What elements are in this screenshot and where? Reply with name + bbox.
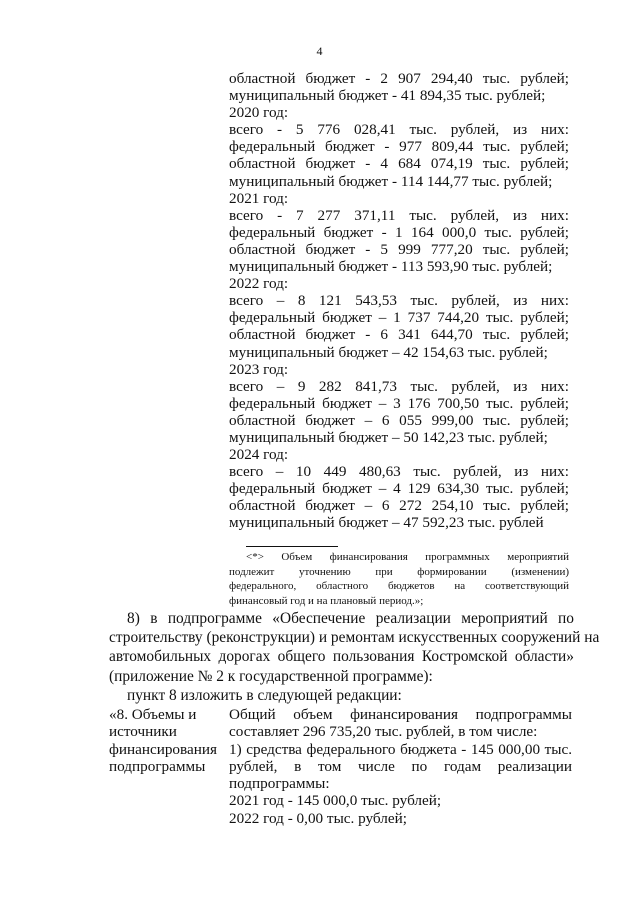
paragraph-line: строительству (реконструкции) и ремонтам искусственных сооружений на	[109, 629, 600, 647]
footnote-line: федерального, областного бюджетов на соответствующий	[229, 580, 569, 592]
paragraph-line: 8) в подпрограмме «Обеспечение реализации мероприятий по	[127, 610, 574, 627]
value-line: 2021 год - 145 000,0 тыс. рублей;	[229, 792, 442, 810]
budget-line: муниципальный бюджет - 41 894,35 тыс. рублей;	[229, 87, 546, 105]
value-line: 2022 год - 0,00 тыс. рублей;	[229, 809, 407, 827]
value-line: Общий объем финансирования подпрограммы	[229, 706, 572, 723]
budget-line: всего – 10 449 480,63 тыс. рублей, из них:	[229, 463, 569, 481]
budget-line: областной бюджет – 6 272 254,10 тыс. рублей;	[229, 497, 569, 515]
budget-line: областной бюджет - 5 999 777,20 тыс. рублей;	[229, 240, 569, 258]
budget-line: муниципальный бюджет – 42 154,63 тыс. рублей;	[229, 343, 548, 361]
paragraph-line: пункт 8 изложить в следующей редакции:	[127, 686, 402, 704]
budget-line: муниципальный бюджет – 50 142,23 тыс. рублей;	[229, 428, 548, 446]
label-line: «8. Объемы и	[109, 706, 197, 723]
value-line: составляет 296 735,20 тыс. рублей, в том числе:	[229, 723, 538, 741]
year-heading: 2023 год:	[229, 360, 289, 378]
value-line: подпрограммы:	[229, 775, 330, 793]
amendment-paragraph	[109, 609, 600, 705]
year-heading: 2021 год:	[229, 189, 289, 207]
label-line: источники	[109, 723, 177, 741]
budget-line: муниципальный бюджет – 47 592,23 тыс. рублей	[229, 514, 544, 532]
budget-line: областной бюджет - 4 684 074,19 тыс. рублей;	[229, 155, 569, 173]
budget-breakdown	[229, 70, 569, 532]
budget-line: областной бюджет – 6 055 999,00 тыс. рублей;	[229, 411, 569, 429]
budget-line: муниципальный бюджет - 114 144,77 тыс. рублей;	[229, 172, 553, 190]
budget-line: всего - 5 776 028,41 тыс. рублей, из них:	[229, 121, 569, 139]
value-line: 1) средства федерального бюджета - 145 000,00 тыс.	[229, 740, 572, 758]
label-line: подпрограммы	[109, 757, 206, 775]
paragraph-line: автомобильных дорогах общего пользования Костромской области»	[109, 648, 574, 666]
paragraph-line: (приложение № 2 к государственной программе):	[109, 667, 433, 685]
year-heading: 2022 год:	[229, 275, 289, 293]
value-line: рублей, в том числе по годам реализации	[229, 757, 572, 775]
footnote-line: финансовый год и на плановый период.»;	[229, 594, 424, 607]
year-heading: 2020 год:	[229, 104, 289, 122]
budget-line: федеральный бюджет – 1 737 744,20 тыс. рублей;	[229, 309, 569, 327]
year-heading: 2024 год:	[229, 446, 289, 464]
footnote-line: подлежит уточнению при формировании (изменении)	[229, 565, 569, 578]
budget-line: федеральный бюджет – 3 176 700,50 тыс. рублей;	[229, 394, 569, 412]
budget-line: федеральный бюджет – 4 129 634,30 тыс. рублей;	[229, 480, 569, 498]
footnote-divider	[246, 546, 338, 547]
budget-line: областной бюджет - 6 341 644,70 тыс. рублей;	[229, 326, 569, 344]
budget-line: всего – 8 121 543,53 тыс. рублей, из них:	[229, 292, 569, 310]
page-number: 4	[316, 44, 323, 58]
table-value-cell	[229, 706, 572, 827]
budget-line: всего - 7 277 371,11 тыс. рублей, из них:	[229, 206, 569, 224]
label-line: финансирования	[109, 740, 217, 758]
budget-line: федеральный бюджет - 1 164 000,0 тыс. рублей;	[229, 223, 569, 241]
footnote-line: <*> Объем финансирования программных мероприятий	[246, 551, 569, 563]
budget-line: всего – 9 282 841,73 тыс. рублей, из них:	[229, 377, 569, 395]
table-label-cell	[109, 706, 219, 775]
budget-line: муниципальный бюджет - 113 593,90 тыс. рублей;	[229, 258, 553, 276]
budget-line: областной бюджет - 2 907 294,40 тыс. рублей;	[229, 70, 569, 87]
budget-line: федеральный бюджет - 977 809,44 тыс. рублей;	[229, 138, 569, 156]
footnote	[229, 550, 569, 608]
